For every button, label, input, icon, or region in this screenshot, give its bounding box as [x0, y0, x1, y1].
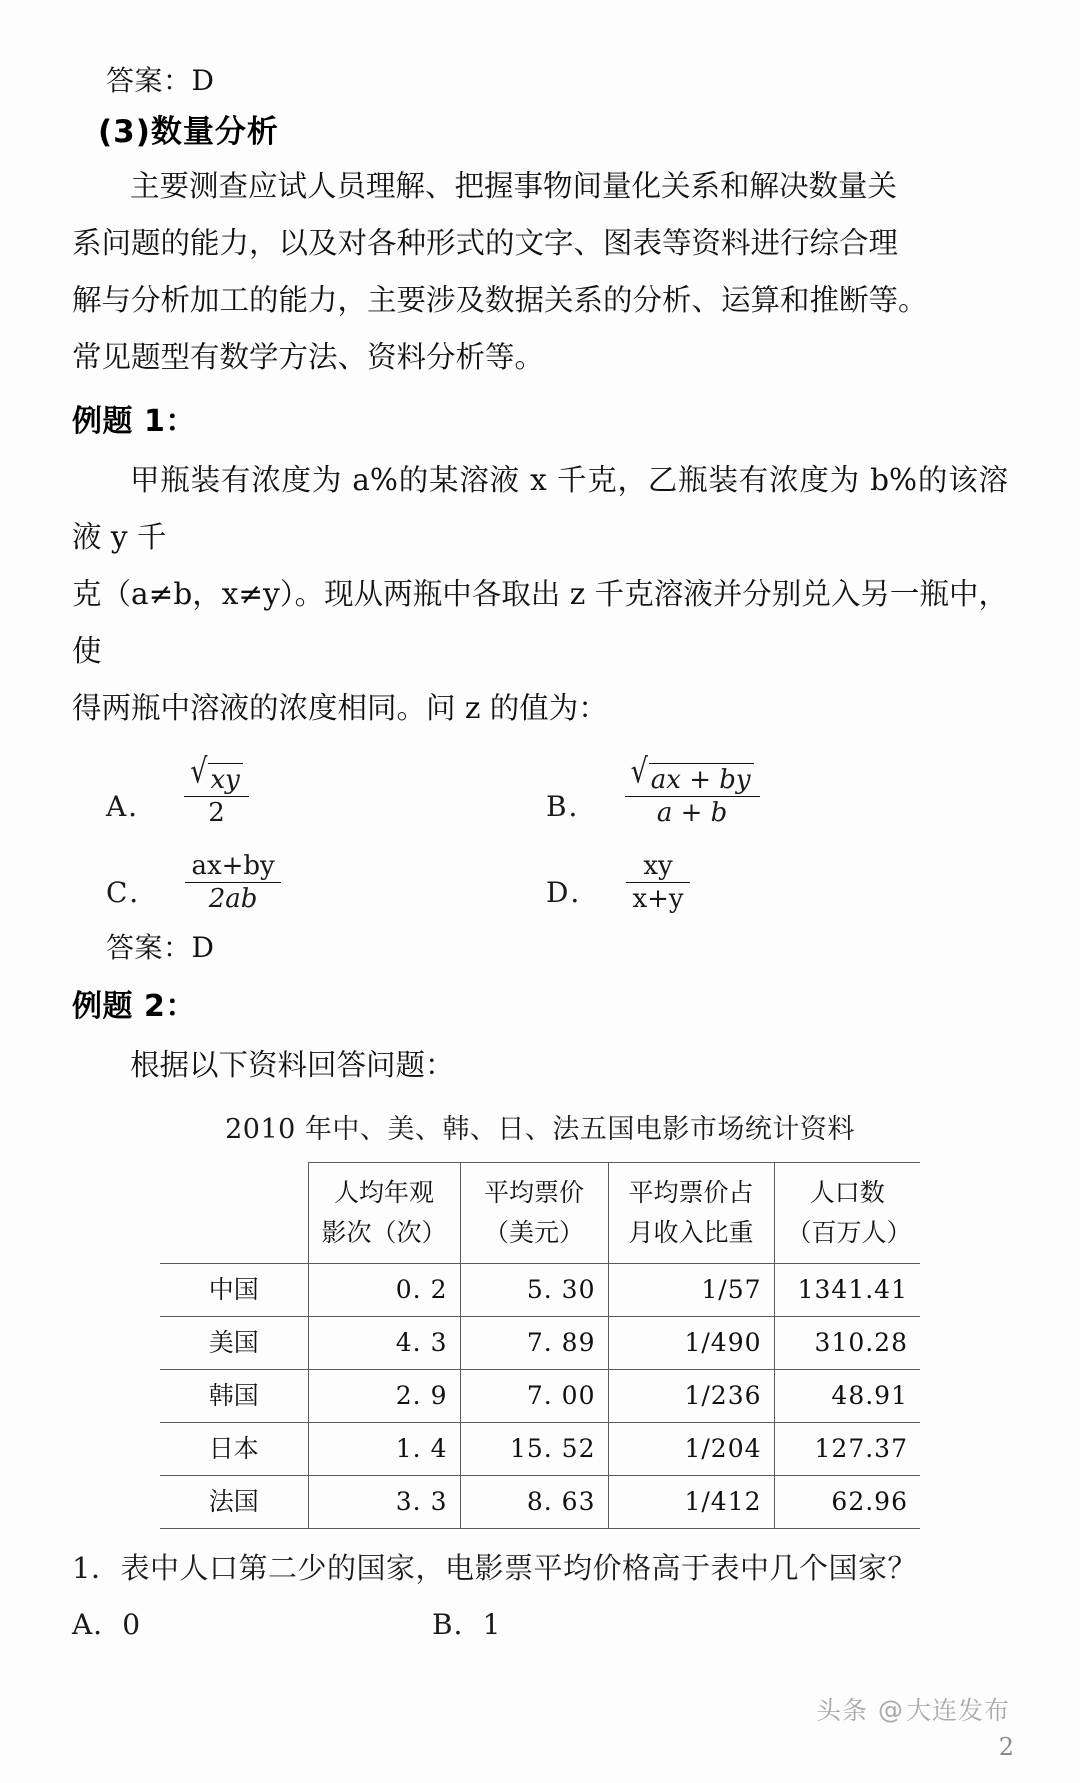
- option-a-denominator: 2: [184, 796, 249, 829]
- paragraph-line-4: 常见题型有数学方法、资料分析等。: [72, 340, 545, 374]
- row-label: 日本: [160, 1423, 308, 1476]
- row-label: 中国: [160, 1264, 308, 1317]
- radical-glyph: √: [190, 751, 208, 791]
- option-b[interactable]: [526, 751, 986, 829]
- cell-value: 15. 52: [460, 1423, 608, 1476]
- table-header-col-1: [308, 1163, 460, 1264]
- cell-value: 7. 89: [460, 1317, 608, 1370]
- option-d-letter: D．: [546, 876, 601, 909]
- option-c[interactable]: [72, 851, 526, 915]
- page-content: [72, 58, 1008, 1653]
- radical-glyph: √: [630, 751, 648, 791]
- header-line: （百万人）: [786, 1218, 912, 1247]
- paragraph-line-2: 系问题的能力，以及对各种形式的文字、图表等资料进行综合理: [72, 226, 899, 260]
- table-header-col-3: [608, 1163, 774, 1264]
- table-row: [160, 1317, 920, 1370]
- cell-value: 2. 9: [308, 1370, 460, 1423]
- example2-question: 1．表中人口第二少的国家，电影票平均价格高于表中几个国家？: [72, 1551, 917, 1585]
- cell-value: 1. 4: [308, 1423, 460, 1476]
- option-d-fraction: [626, 851, 689, 915]
- option-c-letter: C．: [106, 876, 160, 909]
- page-number: 2: [998, 1733, 1014, 1761]
- option-c-denominator: 2ab: [185, 882, 280, 915]
- header-line: 影次（次）: [321, 1218, 447, 1247]
- option-c-fraction: [185, 851, 280, 915]
- cell-value: 48.91: [774, 1370, 920, 1423]
- sqrt-icon: [630, 751, 754, 796]
- option-b-denominator: a + b: [625, 796, 760, 829]
- section-heading: (3)数量分析: [98, 114, 279, 150]
- cell-value: 4. 3: [308, 1317, 460, 1370]
- row-label: 法国: [160, 1476, 308, 1529]
- table-corner-cell: [160, 1163, 308, 1264]
- example2-options: [72, 1597, 1008, 1653]
- example2-option-a[interactable]: A．0: [72, 1608, 142, 1641]
- example1-stem-line-3: 得两瓶中溶液的浓度相同。问 z 的值为：: [72, 691, 608, 725]
- example1-stem-line-2: 克（a≠b，x≠y）。现从两瓶中各取出 z 千克溶液并分别兑入另一瓶中，使: [72, 577, 1008, 668]
- cell-value: 1/204: [608, 1423, 774, 1476]
- header-line: （美元）: [483, 1218, 584, 1247]
- sqrt-icon: [190, 751, 243, 796]
- header-line: 平均票价占: [628, 1178, 754, 1207]
- cell-value: 3. 3: [308, 1476, 460, 1529]
- option-b-numerator: [625, 751, 760, 797]
- option-a-letter: A．: [106, 790, 159, 823]
- option-row-cd: [72, 829, 1008, 915]
- toutiao-logo-text: 头条: [815, 1696, 868, 1725]
- example1-options: [72, 743, 1008, 915]
- row-label: 美国: [160, 1317, 308, 1370]
- table-header-col-2: [460, 1163, 608, 1264]
- header-line: 人均年观: [333, 1178, 434, 1207]
- option-c-numerator: ax+by: [191, 850, 275, 881]
- table-row: [160, 1476, 920, 1529]
- option-b-letter: B．: [546, 790, 599, 823]
- cell-value: 7. 00: [460, 1370, 608, 1423]
- option-d-numerator: xy: [643, 850, 673, 881]
- option-a[interactable]: [72, 751, 526, 829]
- option-a-fraction: [184, 751, 249, 829]
- option-b-fraction: [625, 751, 760, 829]
- header-line: 人口数: [809, 1178, 885, 1207]
- table-row: [160, 1423, 920, 1476]
- option-d[interactable]: [526, 851, 986, 915]
- row-label: 韩国: [160, 1370, 308, 1423]
- cell-value: 1/57: [608, 1264, 774, 1317]
- example1-answer: 答案：D: [106, 931, 215, 964]
- example2-option-b[interactable]: B．1: [432, 1608, 502, 1641]
- example2-intro: 根据以下资料回答问题：: [130, 1048, 455, 1082]
- header-line: 月收入比重: [628, 1218, 754, 1247]
- paragraph-line-3: 解与分析加工的能力，主要涉及数据关系的分析、运算和推断等。: [72, 283, 928, 317]
- cell-value: 5. 30: [460, 1264, 608, 1317]
- table-header-col-4: [774, 1163, 920, 1264]
- table-title: 2010 年中、美、韩、日、法五国电影市场统计资料: [225, 1114, 855, 1145]
- table-header-row: [160, 1163, 920, 1264]
- cell-value: 127.37: [774, 1423, 920, 1476]
- example1-stem-line-1: 甲瓶装有浓度为 a%的某溶液 x 千克，乙瓶装有浓度为 b%的该溶液 y 千: [72, 463, 1008, 554]
- option-a-radicand: xy: [208, 763, 242, 796]
- watermark-at-symbol: @: [877, 1694, 904, 1724]
- table-row: [160, 1264, 920, 1317]
- paragraph-line-1: 主要测查应试人员理解、把握事物间量化关系和解决数量关: [130, 169, 898, 203]
- cell-value: 310.28: [774, 1317, 920, 1370]
- watermark: [816, 1691, 1010, 1727]
- cell-value: 8. 63: [460, 1476, 608, 1529]
- cell-value: 62.96: [774, 1476, 920, 1529]
- example1-label: 例题 1：: [72, 404, 196, 439]
- answer-line-top: 答案：D: [106, 64, 215, 97]
- option-b-radicand: ax + by: [649, 763, 754, 796]
- cell-value: 1/412: [608, 1476, 774, 1529]
- option-row-ab: [72, 743, 1008, 829]
- option-a-numerator: [184, 751, 249, 797]
- table-row: [160, 1370, 920, 1423]
- cell-value: 1/236: [608, 1370, 774, 1423]
- cell-value: 1341.41: [774, 1264, 920, 1317]
- statistics-table: [160, 1162, 920, 1529]
- option-d-denominator: x+y: [626, 882, 689, 915]
- cell-value: 0. 2: [308, 1264, 460, 1317]
- cell-value: 1/490: [608, 1317, 774, 1370]
- watermark-account: 大连发布: [905, 1696, 1010, 1725]
- header-line: 平均票价: [483, 1178, 584, 1207]
- example2-label: 例题 2：: [72, 989, 196, 1024]
